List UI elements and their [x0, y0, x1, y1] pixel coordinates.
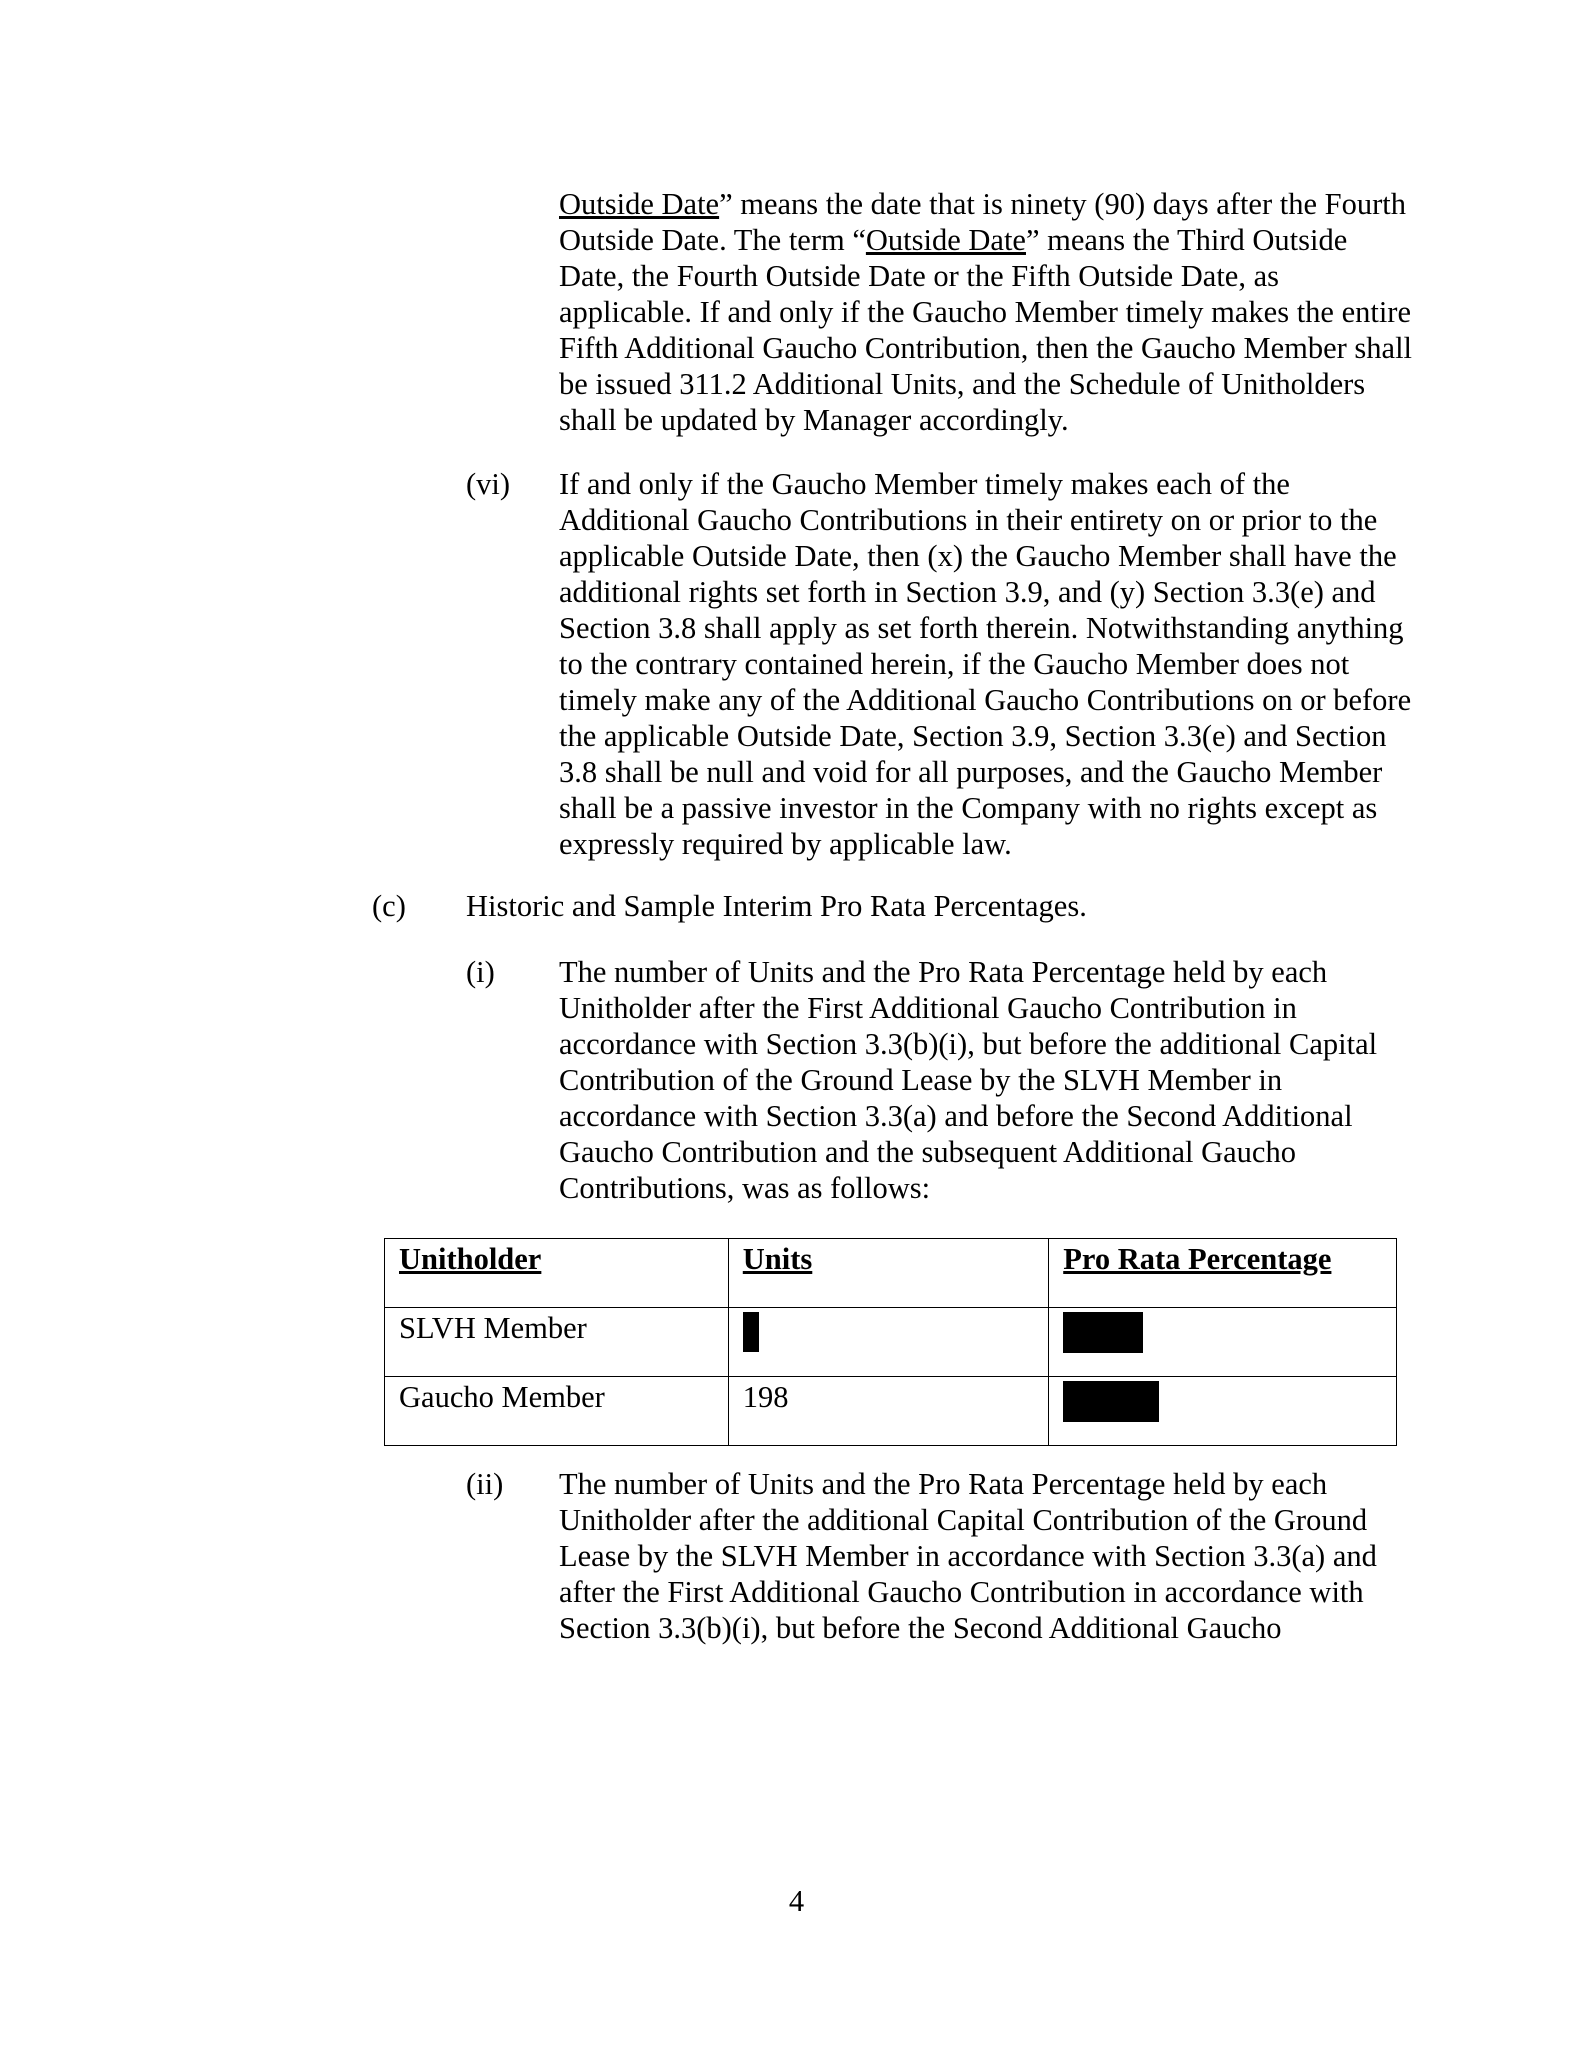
section-i-label: (i) [466, 955, 495, 989]
cell-unitholder: SLVH Member [385, 1308, 729, 1377]
table-header-row [385, 1239, 1397, 1308]
section-ii-label: (ii) [466, 1467, 504, 1501]
section-c-heading: Historic and Sample Interim Pro Rata Percentages. [466, 889, 1087, 923]
cell-units: 198 [728, 1377, 1048, 1446]
section-vi-text: If and only if the Gaucho Member timely makes each of the Additional Gaucho Contributions in their entirety on or prior to the applicable Outside Date, then (x) the Gaucho Member shall have the additional rights set forth in Section 3.9, and (y) Section 3.3(e) and Section 3.8 shall apply as set forth therein. Notwithstanding anything to the contrary contained herein, if the Gaucho Member does not timely make any of the Additional Gaucho Contributions on or before the applicable Outside Date, Section 3.9, Section 3.3(e) and Section 3.8 shall be null and void for all purposes, and the Gaucho Member shall be a passive investor in the Company with no rights except as expressly required by applicable law. [559, 467, 1412, 861]
table-row [385, 1377, 1397, 1446]
header-pro-rata-label: Pro Rata Percentage [1063, 1242, 1332, 1276]
section-vi-label: (vi) [466, 467, 511, 501]
section-v-continuation [559, 186, 1419, 438]
cell-unitholder: Gaucho Member [385, 1377, 729, 1446]
header-unitholder-label: Unitholder [399, 1242, 542, 1276]
header-units-label: Units [742, 1242, 813, 1276]
section-v-text-part1: ” means the date that is ninety (90) days after the Fourth Outside Date. The term “ [559, 187, 1406, 257]
section-v-text-part2: ” means the Third Outside Date, the Fourth Outside Date or the Fifth Outside Date, as applicable. If and only if the Gaucho Member timely makes the entire Fifth Additional Gaucho Contribution, then the Gaucho Member shall be issued 311.2 Additional Units, and the Schedule of Unitholders shall be updated by Manager accordingly. [559, 223, 1413, 437]
pro-rata-table [384, 1238, 1397, 1446]
cell-units [728, 1308, 1048, 1377]
cell-pro-rata [1049, 1308, 1397, 1377]
defined-term-outside-date: Outside Date [559, 187, 720, 221]
table-row [385, 1308, 1397, 1377]
header-pro-rata [1049, 1239, 1397, 1308]
redaction-block [1063, 1312, 1143, 1353]
redaction-block [1063, 1381, 1159, 1422]
cell-pro-rata [1049, 1377, 1397, 1446]
section-i-text: The number of Units and the Pro Rata Percentage held by each Unitholder after the First Additional Gaucho Contribution in accordance with Section 3.3(b)(i), but before the additional Capital Contribution of the Ground Lease by the SLVH Member in accordance with Section 3.3(a) and before the Second Additional Gaucho Contribution and the subsequent Additional Gaucho Contributions, was as follows: [559, 955, 1378, 1205]
section-c-label: (c) [372, 889, 406, 923]
defined-term-outside-date-2: Outside Date [865, 223, 1026, 257]
header-units [728, 1239, 1048, 1308]
header-unitholder [385, 1239, 729, 1308]
redaction-block [743, 1312, 759, 1352]
section-ii-text: The number of Units and the Pro Rata Percentage held by each Unitholder after the additional Capital Contribution of the Ground Lease by the SLVH Member in accordance with Section 3.3(a) and after the First Additional Gaucho Contribution in accordance with Section 3.3(b)(i), but before the Second Additional Gaucho [559, 1467, 1377, 1645]
page-number: 4 [788, 1884, 805, 1918]
